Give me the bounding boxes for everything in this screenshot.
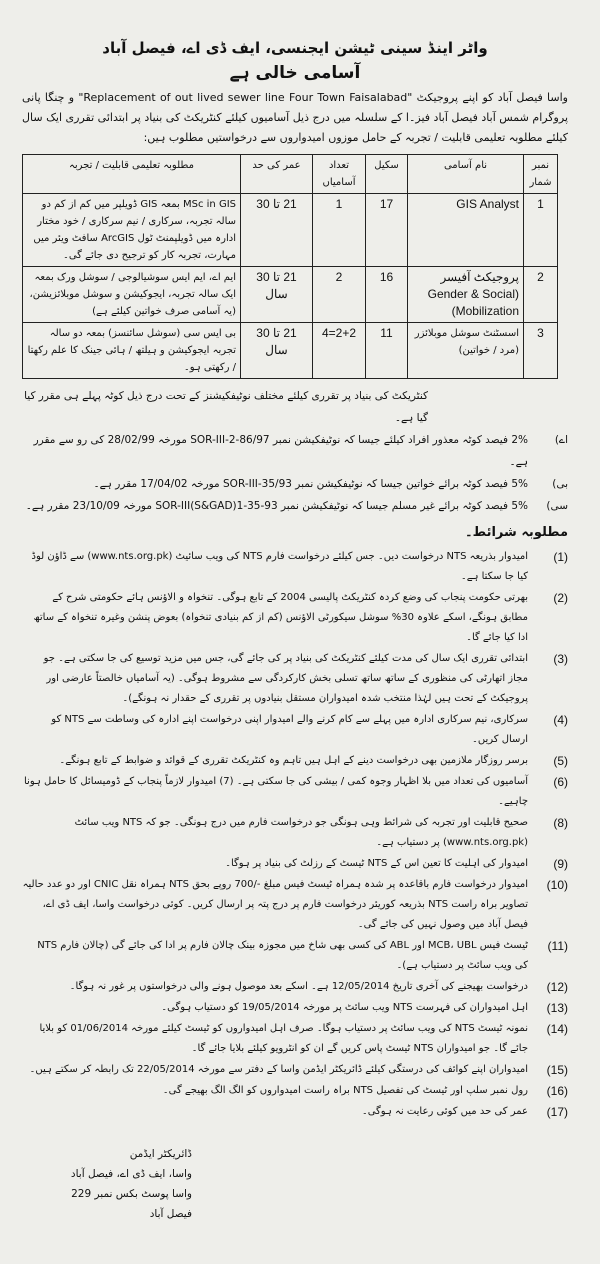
table-row [23, 267, 558, 323]
condition-number: (13) [546, 1001, 568, 1015]
condition-text: امیدوار درخواست فارم باقاعدہ پر شدہ ہمراہ ٹیسٹ فیس مبلغ -/700 روپے بحق NTS ہمراہ نقل CNIC اور دو عدد حالیہ تصاویر براہ راست NTS بذریعہ کوریئر درخواست فارم پر درج پتہ پر ارسال کریں۔ کوئی درخواست واسا، ایف ڈی اے، فیصل آباد میں وصول نہیں کی جائے گی۔ [22, 879, 528, 930]
quota-label: سی) [546, 500, 568, 512]
vacancy-heading: آسامی خالی ہے [229, 63, 361, 83]
condition-item [22, 854, 568, 874]
cell-serial: 3 [524, 323, 558, 379]
quota-text: 2% فیصد کوٹہ معذور افراد کیلئے جیسا کہ نوٹیفکیشن نمبر SOR-III-2-86/97 مورخہ 28/02/99 کی رو سے مقرر ہے۔ [33, 434, 528, 468]
cell-scale: 11 [366, 323, 408, 379]
condition-item [22, 936, 568, 976]
quota-item [22, 473, 568, 495]
signature-address: واسا پوسٹ بکس نمبر 229 فیصل آباد [71, 1188, 192, 1220]
condition-text: سرکاری، نیم سرکاری ادارہ میں پہلے سے کام کرنے والے امیدوار اپنی درخواست اپنے ادارہ کی وساطت سے NTS کو ارسال کریں۔ [51, 714, 528, 745]
cell-qualification: MSc in GIS بمعہ GIS ڈویلپر میں کم از کم دو سالہ تجربہ، سرکاری / نیم سرکاری / خود مختار ادارہ میں ڈویلپمنٹ ٹول ArcGIS سافٹ ویئر میں مہارت، تجربہ کار کو ترجیح دی جائے گی۔ [23, 194, 241, 267]
table-row [23, 323, 558, 379]
condition-number: (8) [553, 816, 568, 830]
condition-item [22, 813, 568, 853]
cell-qualification: بی ایس سی (سوشل سائنسز) بمعہ دو سالہ تجربہ ایجوکیشن و ہیلتھ / ہائی جینک کا علم رکھتا / رکھتی ہو۔ [23, 323, 241, 379]
quota-item [22, 429, 568, 473]
quota-text: 5% فیصد کوٹہ برائے غیر مسلم جیسا کہ نوٹیفکیشن نمبر SOR-III(S&GAD)1-35-93 مورخہ 23/10/09 مقرر ہے۔ [25, 500, 528, 512]
condition-item [22, 649, 568, 709]
cell-count: 2+2=4 [313, 323, 366, 379]
cell-age: 21 تا 30 [241, 194, 313, 267]
condition-item [22, 710, 568, 750]
cell-serial: 1 [524, 194, 558, 267]
condition-text: امیدوار کی اہلیت کا تعین اس کے NTS ٹیسٹ کے رزلٹ کی بنیاد پر ہوگا۔ [225, 858, 528, 869]
quota-text: 5% فیصد کوٹہ برائے خواتین جیسا کہ نوٹیفکیشن نمبر SOR-III-35/93 مورخہ 17/04/02 مقرر ہے۔ [93, 478, 528, 490]
condition-item [22, 588, 568, 648]
condition-number: (2) [553, 591, 568, 605]
condition-number: (5) [553, 754, 568, 768]
condition-item [22, 1019, 568, 1059]
condition-number: (15) [546, 1063, 568, 1077]
condition-text: امیدوار بذریعہ NTS درخواست دیں۔ جس کیلئے درخواست فارم NTS کی ویب سائیٹ (www.nts.org.pk) سے ڈاؤن لوڈ کیا جا سکتا ہے۔ [31, 551, 528, 582]
condition-text: درخواست بھیجنے کی آخری تاریخ 12/05/2014 ہے۔ اسکے بعد موصول ہونے والی درخواستوں پر غور نہ ہوگا۔ [69, 981, 528, 992]
intro-paragraph: واسا فیصل آباد کو اپنے پروجیکٹ "Replacement of out lived sewer line Four Town Faisalabad" و چنگا پانی پروگرام شمس آباد فیصل آباد فیز۔ا کے سلسلہ میں درج ذیل آسامیوں کیلئے کنٹریکٹ کی بنیاد پر ابتدائی تقرری ایک سال کیلئے مطلوبہ تعلیمی قابلیت / تجربہ کے حامل موزوں امیدواروں سے درخواستیں مطلوب ہیں: [22, 91, 568, 144]
condition-item [22, 1060, 568, 1080]
conditions-heading: مطلوبہ شرائط۔ [465, 525, 568, 540]
condition-item [22, 772, 568, 812]
header-count: تعداد آسامیاں [313, 155, 366, 194]
condition-number: (12) [546, 980, 568, 994]
quota-section [22, 385, 568, 517]
condition-number: (14) [546, 1022, 568, 1036]
cell-post: پروجیکٹ آفیسر (Gender & Social Mobilization) [408, 267, 524, 323]
condition-text: برسر روزگار ملازمین بھی درخواست دینے کے اہل ہیں تاہم وہ کنٹریکٹ تقرری کے قوائد و ضوابط کے تابع ہونگے۔ [59, 755, 528, 766]
condition-number: (16) [546, 1084, 568, 1098]
signature-block [52, 1144, 192, 1224]
condition-text: ٹیسٹ فیس MCB، UBL اور ABL کی کسی بھی شاخ میں مجوزہ بینک چالان فارم پر ادا کی جائے گی (چالان فارم NTS کی ویب سائٹ پر دستیاب ہے)۔ [37, 940, 528, 971]
condition-number: (4) [553, 713, 568, 727]
condition-text: امیدواران اپنے کوائف کی درستگی کیلئے ڈائریکٹر ایڈمن واسا کے دفتر سے مورخہ 22/05/2014 تک رابطہ کر سکتے ہیں۔ [29, 1064, 528, 1075]
condition-text: عمر کی حد میں کوئی رعایت نہ ہوگی۔ [361, 1106, 528, 1117]
cell-qualification: ایم اے، ایم ایس سوشیالوجی / سوشل ورک بمعہ ایک سالہ تجربہ، ایجوکیشن و سوشل موبلائزیشن، (یہ آسامی صرف خواتین کیلئے ہے) [23, 267, 241, 323]
condition-text: اہل امیدواران کی فہرست NTS ویب سائٹ پر مورخہ 19/05/2014 کو دستیاب ہوگی۔ [161, 1002, 528, 1013]
condition-item [22, 875, 568, 935]
quota-item [22, 495, 568, 517]
table-header-row [23, 155, 558, 194]
condition-number: (3) [553, 652, 568, 666]
condition-item [22, 547, 568, 587]
cell-count: 2 [313, 267, 366, 323]
condition-number: (9) [553, 857, 568, 871]
header-age: عمر کی حد [241, 155, 313, 194]
condition-number: (10) [546, 878, 568, 892]
cell-post: اسسٹنٹ سوشل موبلائزر (مرد / خواتین) [408, 323, 524, 379]
condition-text: بھرتی حکومت پنجاب کی وضع کردہ کنٹریکٹ پالیسی 2004 کے تابع ہوگی۔ تنخواہ و الاؤنس ہائے حکومتی شرح کے مطابق ہونگے، اسکے علاوہ 30% سوشل سیکورٹی الاؤنس (کم از کم بنیادی تنخواہ) بعوض پنشن وغیرہ تنخواہ کے ساتھ ادا کیا جائے گا۔ [33, 592, 528, 643]
header-post: نام آسامی [408, 155, 524, 194]
condition-text: صحیح قابلیت اور تجربہ کی شرائط وہی ہونگی جو درخواست فارم میں درج ہونگی۔ جو کہ NTS ویب سائٹ (www.nts.org.pk) پر دستیاب ہے۔ [74, 817, 528, 848]
condition-item [22, 1081, 568, 1101]
signature-org: واسا، ایف ڈی اے، فیصل آباد [70, 1168, 192, 1180]
cell-age: 21 تا 30 سال [241, 267, 313, 323]
cell-serial: 2 [524, 267, 558, 323]
condition-text: رول نمبر سلپ اور ٹیسٹ کی تفصیل NTS براہ راست امیدواروں کو الگ الگ بھیجے گی۔ [162, 1085, 528, 1096]
organization-title: واٹر اینڈ سینی ٹیشن ایجنسی، ایف ڈی اے، فیصل آباد [102, 39, 488, 57]
condition-text: نمونہ ٹیسٹ NTS کی ویب سائٹ پر دستیاب ہوگا۔ صرف اہل امیدواروں کو ٹیسٹ کیلئے مورخہ 01/06/2014 کو بلایا جائے گا۔ جو امیدواران NTS ٹیسٹ پاس کریں گے ان کو انٹرویو کیلئے بلایا جائے گا۔ [39, 1023, 528, 1054]
condition-number: (6) [553, 775, 568, 789]
table-row [23, 194, 558, 267]
cell-age: 21 تا 30 سال [241, 323, 313, 379]
condition-number: (11) [547, 939, 568, 953]
condition-text: آسامیوں کی تعداد میں بلا اظہار وجوہ کمی / بیشی کی جا سکتی ہے۔ (7) امیدوار لازماً پنجاب کے ڈومیسائل کا حامل ہونا چاہیے۔ [23, 776, 528, 807]
quota-label: اے) [554, 434, 568, 446]
vacancy-table [22, 154, 558, 379]
header-qualification: مطلوبہ تعلیمی قابلیت / تجربہ [23, 155, 241, 194]
condition-item [22, 751, 568, 771]
cell-scale: 16 [366, 267, 408, 323]
condition-item [22, 1102, 568, 1122]
header-serial: نمبر شمار [524, 155, 558, 194]
quota-intro: کنٹریکٹ کی بنیاد پر تقرری کیلئے مختلف نوٹیفکیشنز کے تحت درج ذیل کوٹہ پہلے ہی مقرر کیا گیا ہے۔ [24, 390, 428, 424]
conditions-list [22, 547, 568, 1122]
condition-item [22, 977, 568, 997]
condition-number: (1) [553, 550, 568, 564]
cell-post: GIS Analyst [408, 194, 524, 267]
condition-text: ابتدائی تقرری ایک سال کی مدت کیلئے کنٹریکٹ کی بنیاد پر کی جائے گی، جس میں مزید توسیع کی جا سکتی ہے۔ جو مجاز اتھارٹی کی منظوری کے ساتھ ساتھ تسلی بخش کارکردگی سے مشروط ہوگی۔ (یہ آسامیاں خالصتاً عارضی اور پروجیکٹ کے تحت ہیں لہٰذا منتخب شدہ امیدواران مستقل بنیادوں پر تقرری کے حقدار نہ ہونگے)۔ [43, 653, 528, 704]
condition-number: (17) [546, 1105, 568, 1119]
cell-count: 1 [313, 194, 366, 267]
quota-label: بی) [552, 478, 568, 490]
condition-item [22, 998, 568, 1018]
header-scale: سکیل [366, 155, 408, 194]
cell-scale: 17 [366, 194, 408, 267]
signature-title: ڈائریکٹر ایڈمن [129, 1148, 192, 1160]
